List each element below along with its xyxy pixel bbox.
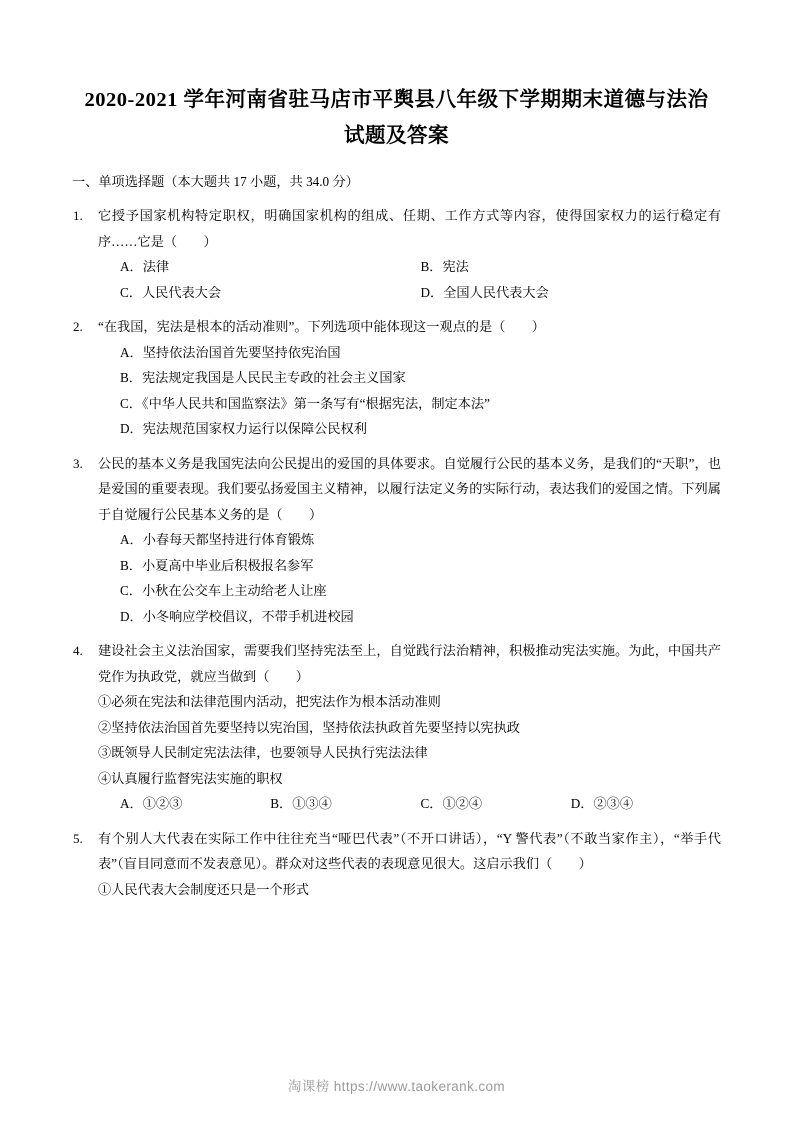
section-heading: 一、单项选择题（本大题共 17 小题，共 34.0 分） [72, 174, 359, 189]
question-body [98, 826, 721, 903]
option-c[interactable]: C．《中华人民共和国监察法》第一条写有“根据宪法，制定本法” [120, 395, 490, 411]
option-list [98, 340, 721, 442]
sub-item-1: ①必须在宪法和法律范围内活动，把宪法作为根本活动准则 [98, 694, 441, 709]
sub-item-2: ②坚持依法治国首先要坚持以宪治国，坚持依法执政首先要坚持以宪执政 [98, 719, 520, 735]
question-number: 2. [73, 319, 83, 334]
question-stem: 有个别人大代表在实际工作中往往充当“哑巴代表”（不开口讲话），“Y 警代表”（不敢当家作主），“举手代表”（盲目同意而不发表意见）。群众对这些代表的表现意见很大。这启示我们（ ） [98, 830, 721, 871]
option-d[interactable]: D．②③④ [570, 796, 634, 811]
question-body [98, 203, 721, 305]
option-a[interactable]: A．坚持依法治国首先要坚持依宪治国 [120, 344, 341, 360]
question-stem: 建设社会主义法治国家，需要我们坚持宪法至上，自觉践行法治精神，积极推动宪法实施。为此，中国共产党作为执政党，就应当做到（ ） [98, 643, 721, 684]
option-c[interactable]: C．小秋在公交车上主动给老人让座 [120, 583, 327, 598]
option-row [98, 791, 721, 817]
question-item [72, 203, 721, 305]
option-b[interactable]: B．宪法规定我国是人民民主专政的社会主义国家 [120, 370, 406, 385]
question-body [98, 451, 721, 630]
question-body [98, 314, 721, 442]
option-b[interactable]: B．小夏高中毕业后积极报名参军 [120, 557, 314, 573]
question-stem: 它授予国家机构特定职权，明确国家机构的组成、任期、工作方式等内容，使得国家权力的运行稳定有序……它是（ ） [98, 208, 721, 249]
title-line-1: 2020-2021 学年河南省驻马店市平舆县八年级下学期期末道德与法治 [84, 89, 709, 111]
option-b[interactable]: B．①③④ [270, 796, 332, 811]
question-body [98, 638, 721, 817]
question-number: 1. [73, 208, 83, 223]
question-number: 4. [73, 643, 83, 658]
question-number: 3. [73, 455, 83, 471]
option-d[interactable]: D．小冬响应学校倡议，不带手机进校园 [120, 608, 354, 624]
option-b[interactable]: B．宪法 [420, 259, 469, 274]
question-item [72, 451, 721, 630]
option-row [98, 254, 721, 280]
option-d[interactable]: D．全国人民代表大会 [420, 284, 549, 300]
title-line-2: 试题及答案 [344, 125, 449, 147]
sub-item-3: ③既领导人民制定宪法法律，也要领导人民执行宪法法律 [98, 745, 428, 760]
question-stem: “在我国，宪法是根本的活动准则”。下列选项中能体现这一观点的是（ ） [98, 319, 545, 334]
option-list [98, 527, 721, 629]
question-number: 5. [73, 830, 83, 846]
option-d[interactable]: D．宪法规范国家权力运行以保障公民权利 [120, 421, 367, 436]
option-row [98, 280, 721, 306]
option-c[interactable]: C．①②④ [420, 796, 483, 811]
option-c[interactable]: C．人民代表大会 [120, 284, 222, 300]
sub-item-4: ④认真履行监督宪法实施的职权 [98, 770, 283, 786]
question-item [72, 314, 721, 442]
question-item [72, 826, 721, 903]
option-a[interactable]: A．小春每天都坚持进行体育锻炼 [120, 532, 315, 547]
question-stem: 公民的基本义务是我国宪法向公民提出的爱国的具体要求。自觉履行公民的基本义务，是我们的“天职”，也是爱国的重要表现。我们要弘扬爱国主义精神，以履行法定义务的实际行动，表达我们的爱国之情。下列属于自觉履行公民基本义务的是（ ） [98, 455, 721, 522]
sub-item-1: ①人民代表大会制度还只是一个形式 [98, 881, 309, 897]
option-a[interactable]: A．法律 [120, 259, 170, 274]
watermark: 淘课榜 https://www.taokerank.com [287, 1079, 506, 1094]
option-a[interactable]: A．①②③ [120, 796, 183, 811]
page-title [72, 82, 721, 154]
question-item [72, 638, 721, 817]
